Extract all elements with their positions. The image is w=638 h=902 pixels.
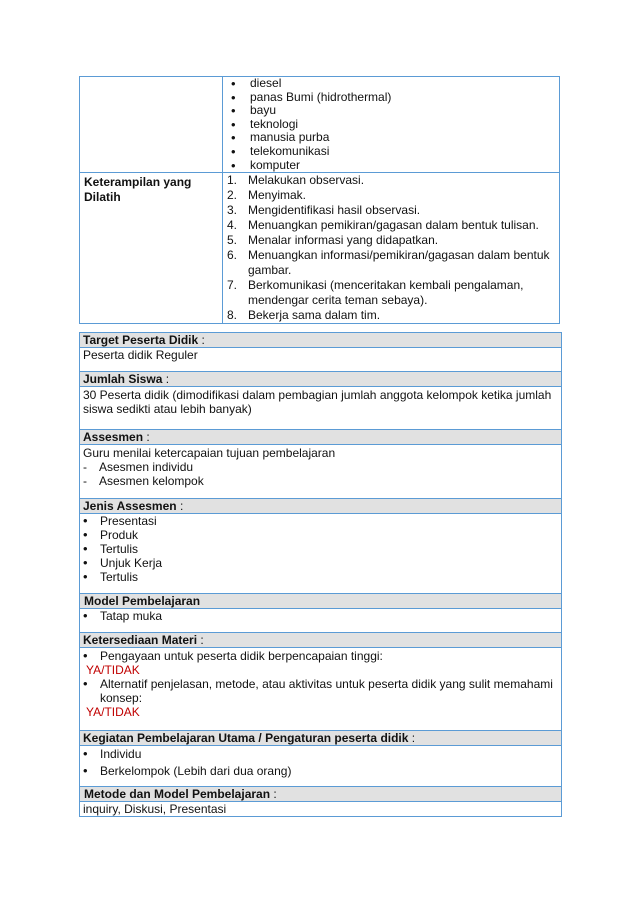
skills-label: Keterampilan yang Dilatih: [80, 173, 223, 324]
section-title: Assesmen: [83, 430, 144, 444]
list-item: • panas Bumi (hidrothermal): [231, 91, 559, 105]
item-text: Menuangkan pemikiran/gagasan dalam bentuk tulisan.: [248, 218, 539, 233]
section-header-jumlah: [80, 372, 561, 387]
list-item: [227, 308, 559, 323]
item-text: Asesmen kelompok: [99, 474, 204, 488]
section-header-target: [80, 333, 561, 348]
section-sep: :: [408, 731, 416, 745]
skills-list: [223, 173, 559, 323]
section-header-kegiatan: [80, 731, 561, 746]
list-item: • Tertulis: [83, 542, 561, 556]
item-number: 8.: [227, 308, 238, 323]
dash-marker: -: [83, 474, 87, 488]
list-item: • Produk: [83, 528, 561, 542]
jumlah-line-2: siswa sedikti atau lebih banyak): [83, 402, 252, 416]
lesson-sections: [79, 332, 562, 817]
empty-label-cell: [80, 77, 223, 173]
section-header-metode: [80, 787, 561, 802]
list-item: • Presentasi: [83, 514, 561, 528]
section-body-ketersediaan: [80, 648, 561, 731]
section-title: Jenis Assesmen: [83, 499, 177, 513]
list-item: • Tertulis: [83, 570, 561, 584]
list-item: • Pengayaan untuk peserta didik berpencapaian tinggi:: [83, 649, 561, 663]
section-title: Kegiatan Pembelajaran Utama / Pengaturan peserta didik: [83, 731, 409, 745]
item-number: 6.: [227, 248, 238, 263]
list-item: • manusia purba: [231, 131, 559, 145]
item-text: Menyimak.: [248, 188, 307, 203]
list-item: • teknologi: [231, 118, 559, 132]
section-body-target: [80, 348, 561, 372]
section-sep: :: [198, 333, 205, 347]
item-text: Asesmen individu: [99, 460, 194, 474]
list-item: • diesel: [231, 77, 559, 91]
list-item: [227, 173, 559, 188]
item-text: Berkomunikasi (menceritakan kembali pengalaman, mendengar cerita teman sebaya).: [248, 278, 524, 308]
item-text: Melakukan observasi.: [248, 173, 365, 188]
section-body-assesmen: [80, 445, 561, 499]
list-item: • bayu: [231, 104, 559, 118]
list-item: [227, 203, 559, 218]
list-item: • Individu: [83, 747, 561, 761]
list-item: • Berkelompok (Lebih dari dua orang): [83, 764, 561, 778]
list-item: • Alternatif penjelasan, metode, atau aktivitas untuk peserta didik yang sulit memahami: [83, 677, 561, 691]
section-body-model: [80, 609, 561, 633]
item-number: 2.: [227, 188, 238, 203]
skills-cell: [223, 173, 560, 324]
list-item: • komputer: [231, 159, 559, 173]
item-text: Menuangkan informasi/pemikiran/gagasan dalam bentuk gambar.: [248, 248, 550, 278]
item-number: 1.: [227, 173, 238, 188]
item-number: 4.: [227, 218, 238, 233]
target-text: Peserta didik Reguler: [83, 348, 198, 362]
section-body-jenis: [80, 514, 561, 594]
energy-list-cell: [223, 77, 560, 173]
section-title: Metode dan Model Pembelajaran: [84, 787, 271, 801]
list-item: • telekomunikasi: [231, 145, 559, 159]
section-header-ketersediaan: [80, 633, 561, 648]
section-title: Target Peserta Didik: [83, 333, 199, 347]
section-sep: :: [143, 430, 150, 444]
ya-tidak-option: YA/TIDAK: [86, 705, 140, 719]
info-table: [79, 76, 560, 324]
item-number: 3.: [227, 203, 238, 218]
section-body-kegiatan: [80, 746, 561, 787]
jumlah-line-1: 30 Peserta didik (dimodifikasi dalam pembagian jumlah anggota kelompok ketika jumlah: [83, 388, 552, 402]
item-number: 7.: [227, 278, 238, 293]
list-item: [227, 218, 559, 233]
list-item: [227, 248, 559, 278]
section-title: Jumlah Siswa: [83, 372, 163, 386]
list-item: [227, 188, 559, 203]
list-item: [83, 474, 561, 488]
section-sep: :: [197, 633, 204, 647]
item-text: Bekerja sama dalam tim.: [248, 308, 381, 323]
section-header-model: [80, 594, 561, 609]
metode-text: inquiry, Diskusi, Presentasi: [83, 802, 227, 816]
list-item: • Unjuk Kerja: [83, 556, 561, 570]
section-sep: :: [176, 499, 184, 513]
item-text: Mengidentifikasi hasil observasi.: [248, 203, 421, 218]
section-title: Ketersediaan Materi: [83, 633, 198, 647]
dash-marker: -: [83, 460, 87, 474]
item-text: Menalar informasi yang didapatkan.: [248, 233, 439, 248]
energy-bullet-list: [223, 77, 559, 172]
item-number: 5.: [227, 233, 238, 248]
section-body-jumlah: [80, 387, 561, 430]
assesmen-intro: Guru menilai ketercapaian tujuan pembelajaran: [83, 446, 336, 460]
list-item: [227, 233, 559, 248]
list-item: • Tatap muka: [83, 609, 561, 623]
list-item-continuation: konsep:: [100, 691, 143, 705]
list-item: [227, 278, 559, 308]
ya-tidak-option: YA/TIDAK: [86, 663, 140, 677]
section-header-assesmen: [80, 430, 561, 445]
section-title: Model Pembelajaran: [84, 594, 201, 608]
section-header-jenis: [80, 499, 561, 514]
list-item: [83, 460, 561, 474]
section-sep: :: [270, 787, 277, 801]
section-sep: :: [162, 372, 170, 386]
section-body-metode: [80, 802, 561, 817]
